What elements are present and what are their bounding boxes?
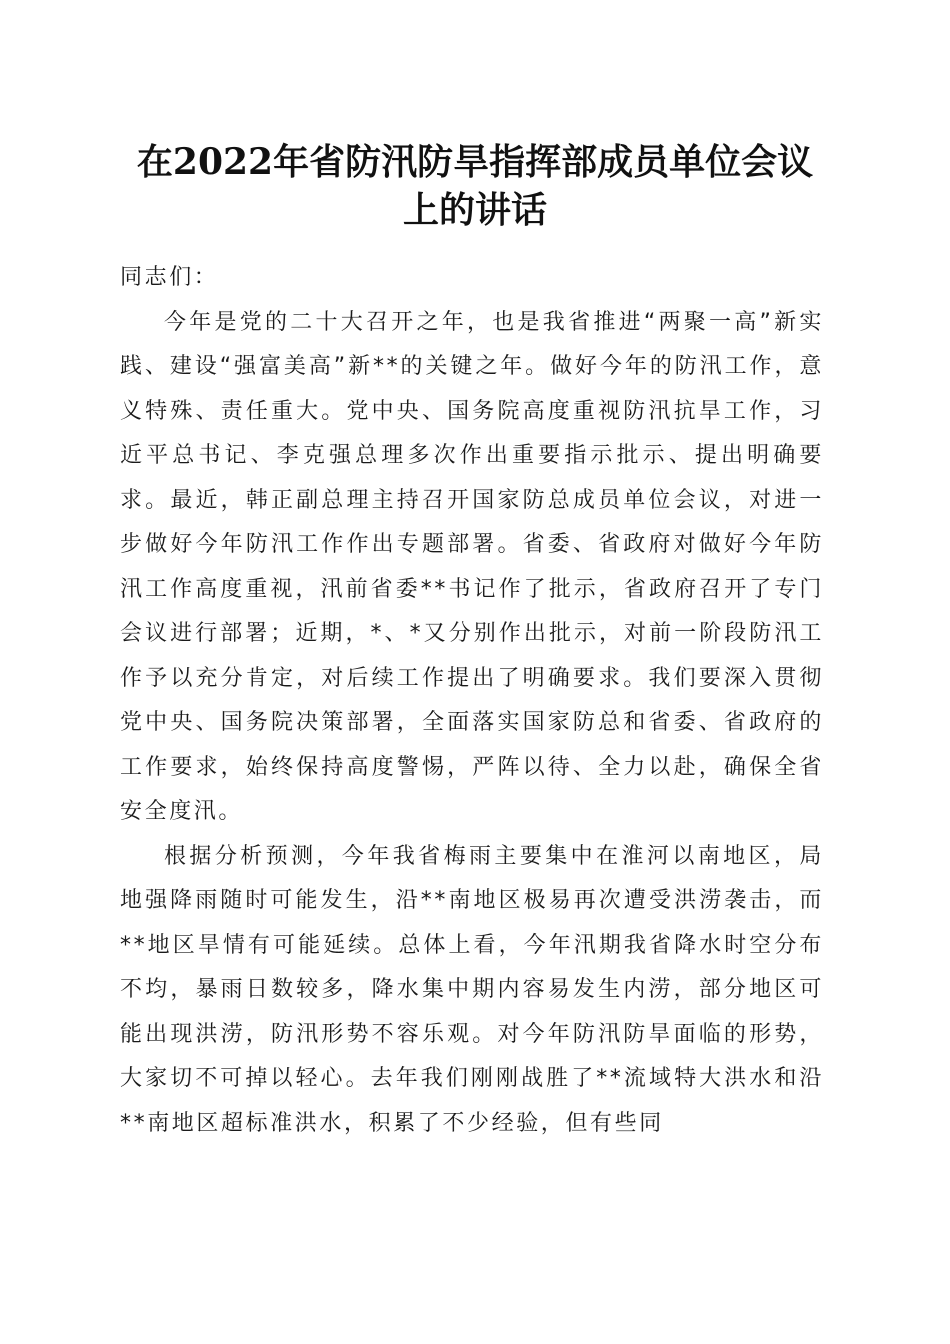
paragraph-2: 根据分析预测，今年我省梅雨主要集中在淮河以南地区，局地强降雨随时可能发生，沿**南地区极易再次遭受洪涝袭击，而**地区旱情有可能延续。总体上看，今年汛期我省降水时空分布不均，暴雨日数较多，降水集中期内容易发生内涝，部分地区可能出现洪涝，防汛形势不容乐观。对今年防汛防旱面临的形势，大家切不可掉以轻心。去年我们刚刚战胜了**流域特大洪水和沿**南地区超标准洪水，积累了不少经验，但有些同 <box>120 843 824 1136</box>
document-title: 在2022年省防汛防旱指挥部成员单位会议上的讲话 <box>136 141 814 231</box>
salutation: 同志们： <box>120 265 219 290</box>
document-body <box>120 256 824 1146</box>
paragraph-1: 今年是党的二十大召开之年，也是我省推进“两聚一高”新实践、建设“强富美高”新**的关键之年。做好今年的防汛工作，意义特殊、责任重大。党中央、国务院高度重视防汛抗旱工作，习近平总书记、李克强总理多次作出重要指示批示、提出明确要求。最近，韩正副总理主持召开国家防总成员单位会议，对进一步做好今年防汛工作作出专题部署。省委、省政府对做好今年防汛工作高度重视，汛前省委**书记作了批示，省政府召开了专门会议进行部署；近期，*、*又分别作出批示，对前一阶段防汛工作予以充分肯定，对后续工作提出了明确要求。我们要深入贯彻党中央、国务院决策部署，全面落实国家防总和省委、省政府的工作要求，始终保持高度警惕，严阵以待、全力以赴，确保全省安全度汛。 <box>120 309 824 824</box>
